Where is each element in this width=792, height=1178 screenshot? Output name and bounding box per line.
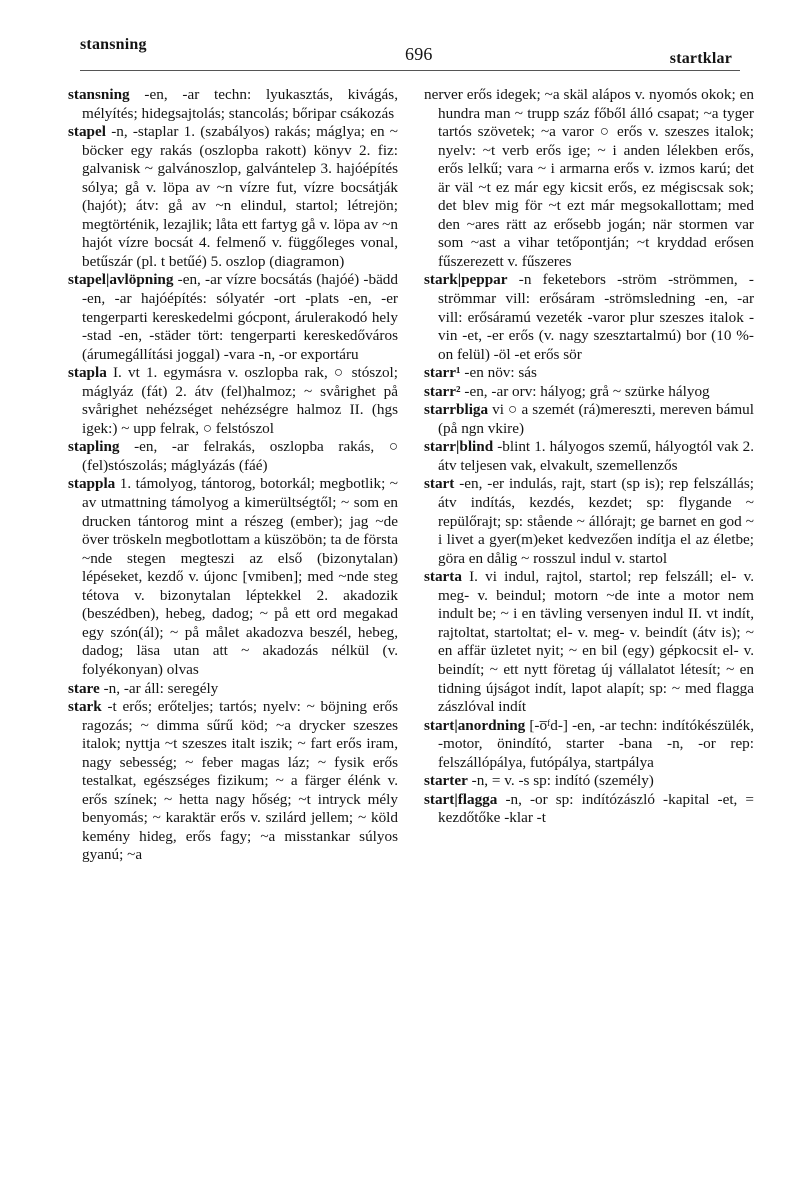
entry-definition: -n, = v. -s sp: indító (személy) <box>467 772 654 790</box>
entry-headword: starter <box>424 772 468 790</box>
entry-definition: -en növ: sás <box>460 364 537 382</box>
dictionary-entry <box>424 86 754 271</box>
dictionary-entry <box>68 123 398 271</box>
entry-headword: start <box>424 475 455 493</box>
dictionary-entry <box>68 475 398 679</box>
entry-headword: stansning <box>68 86 130 103</box>
dictionary-entry <box>424 475 754 568</box>
entry-definition: -en, -ar orv: hályog; grå ~ szürke hályog <box>460 382 710 400</box>
entry-definition: -t erős; erőteljes; tartós; nyelv: ~ böjning erős ragozás; ~ dimma sűrű köd; ~a drycker szeszes italok; nyttja ~t szeszes italt iszik; ~ fart erős iram, nagy sebesség; ~ feber magas láz; ~ fysik erős testalkat, egészséges fizikum; ~ a färger élénk v. erős színek; ~ hetta nagy hőség; ~t intryck mély benyomás; ~ karaktär erős v. szilárd jellem; ~ köld kemény hideg, erős fagy; ~a misstankar súlyos gyanú; ~a <box>82 698 398 864</box>
entry-headword: stark|peppar <box>424 271 508 289</box>
entry-headword: stapel|avlöpning <box>68 271 174 289</box>
header-rule <box>80 70 740 71</box>
dictionary-entry <box>424 791 754 828</box>
dictionary-entry <box>68 271 398 364</box>
entry-headword: starr¹ <box>424 364 461 382</box>
dictionary-entry <box>424 401 754 438</box>
entry-definition: -n, -staplar 1. (szabályos) rakás; máglya; en ~ böcker egy rakás (oszlopba rakott) könyv 2. fiz: galvanisk ~ galvánoszlop, galvántelep 3. hajóépítés sólya; gå v. löpa av ~n vízre fut, vízre bocsátják (hajót); átv: gå av ~n elindul, startol; létrejön; megtörténik, lezajlik; låta ett fartyg gå v. löpa av ~n hajót vízre bocsát 4. felmenő v. függőleges vonal, betűszár (pl. t betűé) 5. oszlop (diagramon) <box>82 123 398 270</box>
entry-headword: stapel <box>68 123 106 141</box>
dictionary-entry <box>68 364 398 438</box>
entry-headword: start|flagga <box>424 790 498 808</box>
entry-definition: -en, -ar techn: lyukasztás, kivágás, mélyítés; hidegsajtolás; stancolás; bőripar csákozás <box>82 86 398 122</box>
dictionary-entry <box>424 717 754 773</box>
entry-headword: stare <box>68 679 100 697</box>
left-column <box>68 86 398 865</box>
dictionary-entry <box>68 86 398 123</box>
entry-headword: starrbliga <box>424 401 489 419</box>
entry-definition: -n, -ar áll: seregély <box>99 679 219 697</box>
entry-headword: stapla <box>68 364 107 382</box>
entry-definition: vi ○ a szemét (rá)mereszti, mereven bámul (på ngn vkire) <box>438 401 754 437</box>
right-column <box>424 86 754 828</box>
entry-definition: -en, -ar felrakás, oszlopba rakás, ○ (fel)stószolás; máglyázás (fáé) <box>82 438 398 474</box>
entry-headword: stappla <box>68 475 116 493</box>
entry-headword: stapling <box>68 438 120 456</box>
entry-definition: -en, -er indulás, rajt, start (sp is); rep felszállás; átv indítás, kezdés, kezdet; sp: flygande ~ repülőrajt; sp: stående ~ állórajt; ge barnet en god ~ i livet a gyer(m)eket kedvezően indítja el az életbe; göra en dålig ~ rosszul indul v. startol <box>438 475 754 567</box>
entry-definition: -blint 1. hályogos szemű, hályogtól vak 2. átv teljesen vak, elvakult, szemellenzős <box>438 438 754 474</box>
entry-definition: I. vt 1. egymásra v. oszlopba rak, ○ stószol; máglyáz (fát) 2. átv (fel)halmoz; ~ svårighet på svårighet nehézséget nehézségre halmoz II. (hgs igek:) ~ upp felrak, ○ felstószol <box>82 364 398 437</box>
dictionary-entry <box>424 383 754 402</box>
entry-definition: -n, -or sp: indítózászló -kapital -et, = kezdőtőke -klar -t <box>438 790 754 827</box>
entry-definition: I. vi indul, rajtol, startol; rep felszáll; el- v. meg- v. beindul; motorn ~de inte a motor nem indult be; ~ i en tävling versenyen indul II. vt indít, rajtoltat, startoltat; el- v. meg- v. beindít (átv is); ~ en affär üzletet nyit; ~ en bil (egy) gépkocsit el- v. beindít; ~ ett nytt företag új vállalatot létesít; ~ en tidning újságot indít, lapot alapít; sp: ~ med flagga zászlóval indít <box>438 568 754 716</box>
entry-headword: stark <box>68 698 102 716</box>
dictionary-entry <box>424 438 754 475</box>
entry-definition: nerver erős idegek; ~a skäl alápos v. nyomós okok; en hundra man ~ trupp száz főből álló csapat; ~a tyger tartós szövetek; ~a varor ○ erős v. szeszes italok; nyelv: ~t verb erős ige; ~ i anden lélekben erős, erős lelkű; vara ~ i armarna erős v. izmos karú; det är väl ~t ez már egy kicsit erős, ez mégiscsak sok; det blev mig för ~t ezt már megsokallottam; med den ~ares rätt az erősebb jogán; när stormen var som ~ast a vihar tetőpontján; ~t kryddad erősen fűszerezett v. fűszeres <box>424 86 754 270</box>
dictionary-entry <box>424 364 754 383</box>
entry-definition: 1. támolyog, tántorog, botorkál; megbotlik; ~ av utmattning támolyog a kimerültségtől; ~ som en drucken tántorog mint a részeg (ember); jag ~de över tröskeln megbotlottam a küszöbön; ta de första ~nde stegen megteszi az első (bizonytalan) lépéseket, kezdő v. újonc [vmiben]; med ~nde steg tétova v. bizonytalan léptekkel 2. akadozik (beszédben), hebeg, dadog; ~ på ett ord megakad egy szón(ál); ~ på målet akadozva beszél, hebeg, dadog; läsa utan att ~ akadozás nélkül (v. folyékonyan) olvas <box>82 475 398 678</box>
entry-headword: starta <box>424 568 462 586</box>
guide-word-right: startklar <box>669 50 732 67</box>
dictionary-entry <box>68 698 398 865</box>
dictionary-entry <box>68 438 398 475</box>
entry-headword: start|anordning <box>424 716 526 734</box>
dictionary-entry <box>424 568 754 716</box>
dictionary-entry <box>424 772 754 791</box>
entry-headword: starr|blind <box>424 438 494 456</box>
dictionary-entry <box>68 680 398 699</box>
dictionary-entry <box>424 271 754 364</box>
entry-definition: -n feketebors -ström -strömmen, -strömmar vill: erősáram -strömsledning -en, -ar vill: erősáramú vezeték -varor plur szeszes italok -vin -et, -er erős (v. nagy szesztartalmú) bor (10 %-on felül) -öl -et erős sör <box>438 271 754 363</box>
entry-definition: -en, -ar vízre bocsátás (hajóé) -bädd -en, -ar hajóépítés: sólyatér -ort -plats -en, -er tengerparti kereskedelmi gócpont, árulerakodó hely -stad -en, -städer tört: tengerparti kereskedőváros (árumegállítási joggal) -vara -n, -or exportáru <box>82 271 398 363</box>
entry-headword: starr² <box>424 382 461 400</box>
page-number: 696 <box>405 44 433 64</box>
guide-word-left: stansning <box>80 36 147 53</box>
entry-definition: [-o̅ᶠd-] -en, -ar techn: indítókészülék, -motor, önindító, starter -bana -n, -or rep: felszállópálya, futópálya, startpálya <box>438 716 754 771</box>
